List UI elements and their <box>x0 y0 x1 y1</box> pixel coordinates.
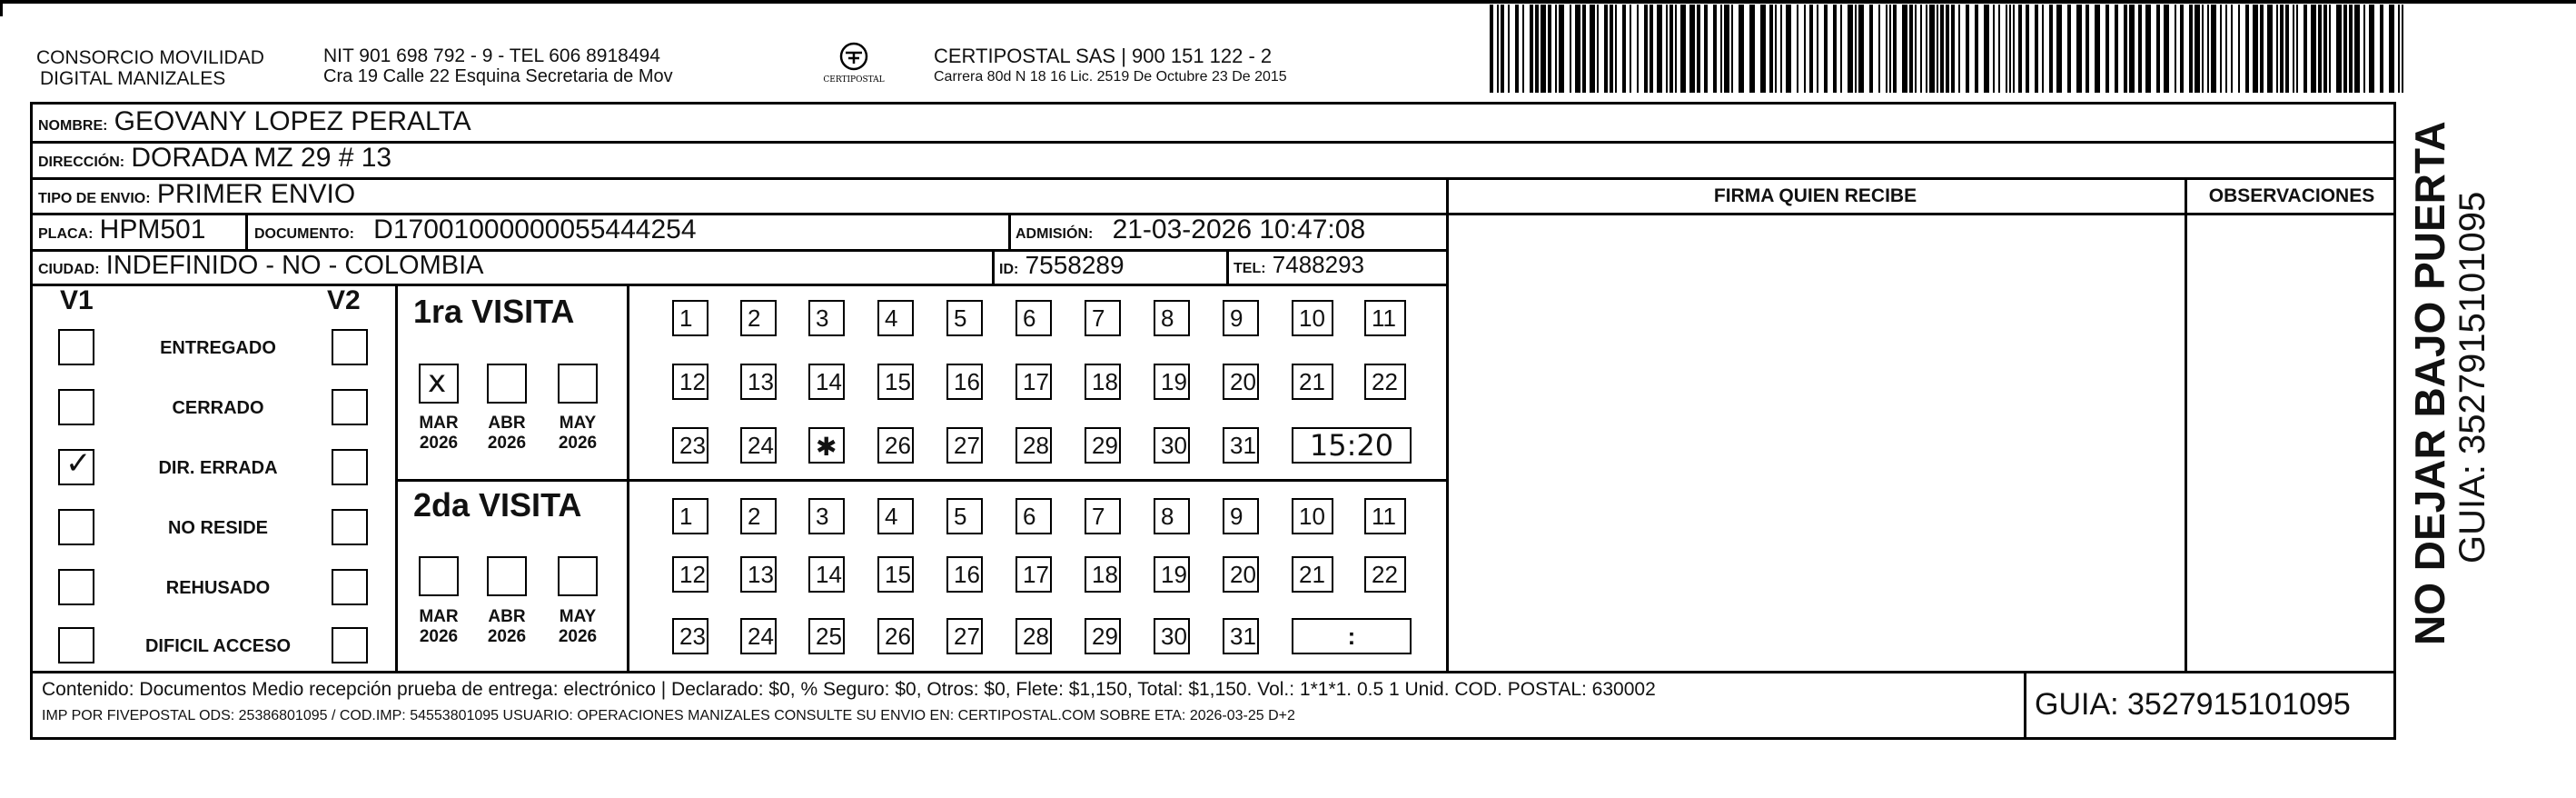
company-line-1: CONSORCIO MOVILIDAD <box>36 47 264 68</box>
second-visit-time-field[interactable]: : <box>1292 618 1412 654</box>
direccion-value: DORADA MZ 29 # 13 <box>131 143 392 173</box>
first-visit-day-14[interactable]: 14 <box>808 364 845 400</box>
first-visit-month-may[interactable] <box>558 364 598 404</box>
first-month-year: 2026 <box>487 434 527 453</box>
courier-info <box>934 45 1287 87</box>
second-visit-day-4[interactable]: 4 <box>877 498 914 534</box>
first-visit-day-18[interactable]: 18 <box>1085 364 1121 400</box>
second-visit-day-12[interactable]: 12 <box>672 556 708 593</box>
direccion-label: DIRECCIÓN: <box>38 155 125 170</box>
second-visit-day-26[interactable]: 26 <box>877 618 914 654</box>
tel-value: 7488293 <box>1272 251 1365 278</box>
second-visit-day-1[interactable]: 1 <box>672 498 708 534</box>
row-direccion <box>38 143 391 174</box>
logo-text: CERTIPOSTAL <box>823 75 885 84</box>
first-visit-day-1[interactable]: 1 <box>672 300 708 336</box>
reason-label-entregado: ENTREGADO <box>160 338 276 358</box>
row-documento <box>254 214 697 245</box>
v1-checkbox-no-reside[interactable] <box>58 509 94 545</box>
first-visit-month-label <box>550 414 605 454</box>
nombre-label: NOMBRE: <box>38 118 108 134</box>
second-visit-day-28[interactable]: 28 <box>1016 618 1052 654</box>
tel-label: TEL: <box>1234 261 1266 276</box>
row-tel <box>1234 251 1364 279</box>
admision-label: ADMISIÓN: <box>1016 226 1094 242</box>
second-visit-day-14[interactable]: 14 <box>808 556 845 593</box>
first-visit-day-5[interactable]: 5 <box>946 300 983 336</box>
footer-imp: IMP POR FIVEPOSTAL ODS: 25386801095 / COD.IMP: 54553801095 USUARIO: OPERACIONES MANIZALES CONSULTE SU ENVIO EN: CERTIPOSTAL.COM SOBRE ETA: 2026-03-25 D+2 <box>42 708 1295 723</box>
first-visit-day-21[interactable]: 21 <box>1292 364 1333 400</box>
placa-label: PLACA: <box>38 226 94 242</box>
first-visit-day-8[interactable]: 8 <box>1154 300 1190 336</box>
second-month-year: 2026 <box>558 627 598 646</box>
first-visit-day-6[interactable]: 6 <box>1016 300 1052 336</box>
ciudad-label: CIUDAD: <box>38 262 100 277</box>
second-visit-day-19[interactable]: 19 <box>1154 556 1190 593</box>
v2-label: V2 <box>327 285 361 315</box>
second-visit-day-27[interactable]: 27 <box>946 618 983 654</box>
reason-label-dir-errada: DIR. ERRADA <box>158 458 278 478</box>
second-visit-day-7[interactable]: 7 <box>1085 498 1121 534</box>
second-visit-day-23[interactable]: 23 <box>672 618 708 654</box>
first-visit-label: 1ra VISITA <box>413 293 575 330</box>
v2-checkbox-dir-errada[interactable] <box>332 449 368 485</box>
second-month-year: 2026 <box>419 627 459 646</box>
second-month-name: ABR <box>488 607 526 626</box>
first-visit-month-label <box>411 414 466 454</box>
certipostal-logo <box>816 42 892 96</box>
first-visit-day-19[interactable]: 19 <box>1154 364 1190 400</box>
second-visit-day-31[interactable]: 31 <box>1223 618 1259 654</box>
v1-checkbox-rehusado[interactable] <box>58 569 94 605</box>
second-visit-month-may[interactable] <box>558 556 598 596</box>
second-visit-day-6[interactable]: 6 <box>1016 498 1052 534</box>
first-visit-day-11[interactable]: 11 <box>1364 300 1406 336</box>
first-visit-day-3[interactable]: 3 <box>808 300 845 336</box>
second-visit-day-3[interactable]: 3 <box>808 498 845 534</box>
reason-label-rehusado: REHUSADO <box>165 578 271 598</box>
courier-line-2: Carrera 80d N 18 16 Lic. 2519 De Octubre 23 De 2015 <box>934 69 1287 85</box>
tipo-label: TIPO DE ENVIO: <box>38 191 151 206</box>
second-visit-day-24[interactable]: 24 <box>740 618 777 654</box>
first-month-name: MAR <box>419 414 459 433</box>
first-visit-day-31[interactable]: 31 <box>1223 427 1259 464</box>
placa-value: HPM501 <box>99 214 206 244</box>
second-visit-day-15[interactable]: 15 <box>877 556 914 593</box>
id-label: ID: <box>999 262 1019 277</box>
first-visit-month-mar[interactable] <box>419 364 459 404</box>
first-visit-day-4[interactable]: 4 <box>877 300 914 336</box>
second-visit-day-30[interactable]: 30 <box>1154 618 1190 654</box>
footer-guia: GUIA: 3527915101095 <box>2035 687 2351 722</box>
second-month-name: MAR <box>419 607 459 626</box>
second-visit-day-16[interactable]: 16 <box>946 556 983 593</box>
second-visit-day-5[interactable]: 5 <box>946 498 983 534</box>
second-visit-day-25[interactable]: 25 <box>808 618 845 654</box>
v1-checkbox-dificil-acceso[interactable] <box>58 627 94 663</box>
first-visit-day-10[interactable]: 10 <box>1292 300 1333 336</box>
first-visit-day-22[interactable]: 22 <box>1364 364 1406 400</box>
first-month-year: 2026 <box>558 434 598 453</box>
second-visit-day-21[interactable]: 21 <box>1292 556 1333 593</box>
second-visit-month-abr[interactable] <box>487 556 527 596</box>
footer-contenido: Contenido: Documentos Medio recepción prueba de entrega: electrónico | Declarado: $0, % Seguro: $0, Otros: $0, Flete: $1,150, Total: $1,150. Vol.: 1*1*1. 0.5 1 Unid. COD. POSTAL: 630002 <box>42 679 1656 700</box>
scan-edge <box>0 0 2576 4</box>
v2-checkbox-no-reside[interactable] <box>332 509 368 545</box>
company-nit <box>323 45 673 87</box>
first-visit-day-13[interactable]: 13 <box>740 364 777 400</box>
barcode <box>1490 5 2414 93</box>
ciudad-value: INDEFINIDO - NO - COLOMBIA <box>105 251 484 280</box>
logo-emblem-icon <box>816 42 892 84</box>
v2-checkbox-dificil-acceso[interactable] <box>332 627 368 663</box>
firma-label: FIRMA QUIEN RECIBE <box>1713 185 1917 206</box>
second-visit-day-9[interactable]: 9 <box>1223 498 1259 534</box>
id-value: 7558289 <box>1025 251 1125 279</box>
nit-line-2: Cra 19 Calle 22 Esquina Secretaria de Mov <box>323 66 673 86</box>
check-mark-icon: ✓ <box>65 445 92 482</box>
first-visit-day-12[interactable]: 12 <box>672 364 708 400</box>
second-visit-label: 2da VISITA <box>413 486 582 524</box>
first-visit-day-30[interactable]: 30 <box>1154 427 1190 464</box>
row-admision <box>1016 214 1365 245</box>
v2-checkbox-entregado[interactable] <box>332 329 368 365</box>
documento-label: DOCUMENTO: <box>254 226 354 242</box>
first-visit-day-27[interactable]: 27 <box>946 427 983 464</box>
second-month-year: 2026 <box>487 627 527 646</box>
second-visit-day-29[interactable]: 29 <box>1085 618 1121 654</box>
row-ciudad <box>38 251 483 281</box>
scan-edge-left <box>0 0 3 16</box>
tipo-value: PRIMER ENVIO <box>156 179 356 209</box>
reason-label-no-reside: NO RESIDE <box>167 518 269 538</box>
second-visit-day-11[interactable]: 11 <box>1364 498 1406 534</box>
v1-label: V1 <box>60 285 94 315</box>
side-guia: GUIA: 3527915101095 <box>2452 191 2492 564</box>
first-visit-day-17[interactable]: 17 <box>1016 364 1052 400</box>
reason-label-cerrado: CERRADO <box>172 398 264 418</box>
second-visit-day-20[interactable]: 20 <box>1223 556 1259 593</box>
first-month-name: MAY <box>559 414 597 433</box>
courier-line-1: CERTIPOSTAL SAS | 900 151 122 - 2 <box>934 45 1273 67</box>
first-visit-day-29[interactable]: 29 <box>1085 427 1121 464</box>
first-visit-time-field[interactable]: 15:20 <box>1292 427 1412 464</box>
second-visit-day-8[interactable]: 8 <box>1154 498 1190 534</box>
first-visit-day-7[interactable]: 7 <box>1085 300 1121 336</box>
first-visit-day-24[interactable]: 24 <box>740 427 777 464</box>
first-visit-day-26[interactable]: 26 <box>877 427 914 464</box>
barcode-gap <box>2403 5 2409 93</box>
second-visit-month-label <box>480 607 534 647</box>
second-visit-day-13[interactable]: 13 <box>740 556 777 593</box>
documento-value: D17001000000055444254 <box>373 214 697 244</box>
v1-checkbox-entregado[interactable] <box>58 329 94 365</box>
row-id <box>999 251 1125 280</box>
first-visit-day-15[interactable]: 15 <box>877 364 914 400</box>
second-visit-day-2[interactable]: 2 <box>740 498 777 534</box>
observaciones-label: OBSERVACIONES <box>2208 185 2375 206</box>
first-visit-day-28[interactable]: 28 <box>1016 427 1052 464</box>
second-visit-day-18[interactable]: 18 <box>1085 556 1121 593</box>
row-nombre <box>38 106 471 137</box>
first-month-year: 2026 <box>419 434 459 453</box>
first-month-name: ABR <box>488 414 526 433</box>
handwritten-scribble-icon: ✱ <box>816 432 837 462</box>
first-visit-day-16[interactable]: 16 <box>946 364 983 400</box>
handwritten-mark-icon: ⅹ <box>428 364 447 400</box>
second-visit-day-17[interactable]: 17 <box>1016 556 1052 593</box>
v2-checkbox-rehusado[interactable] <box>332 569 368 605</box>
first-visit-day-2[interactable]: 2 <box>740 300 777 336</box>
reason-label-dificil-acceso: DIFICIL ACCESO <box>144 636 291 656</box>
first-visit-day-20[interactable]: 20 <box>1223 364 1259 400</box>
v1-checkbox-cerrado[interactable] <box>58 389 94 425</box>
second-month-name: MAY <box>559 607 597 626</box>
second-visit-month-mar[interactable] <box>419 556 459 596</box>
row-tipo <box>38 179 355 210</box>
v2-checkbox-cerrado[interactable] <box>332 389 368 425</box>
nit-line-1: NIT 901 698 792 - 9 - TEL 606 8918494 <box>323 45 660 66</box>
first-visit-day-9[interactable]: 9 <box>1223 300 1259 336</box>
second-visit-day-22[interactable]: 22 <box>1364 556 1406 593</box>
first-visit-day-23[interactable]: 23 <box>672 427 708 464</box>
company-line-2: DIGITAL MANIZALES <box>40 68 226 89</box>
second-visit-month-label <box>550 607 605 647</box>
v1-checkbox-dir-errada[interactable] <box>58 445 94 485</box>
row-placa <box>38 214 205 245</box>
second-visit-month-label <box>411 607 466 647</box>
nombre-value: GEOVANY LOPEZ PERALTA <box>114 106 471 136</box>
first-visit-day-25[interactable] <box>808 427 845 464</box>
side-warning: NO DEJAR BAJO PUERTA <box>2406 121 2453 645</box>
first-visit-month-abr[interactable] <box>487 364 527 404</box>
first-visit-month-label <box>480 414 534 454</box>
company-name <box>36 47 264 89</box>
second-visit-day-10[interactable]: 10 <box>1292 498 1333 534</box>
admision-value: 21-03-2026 10:47:08 <box>1112 214 1366 244</box>
